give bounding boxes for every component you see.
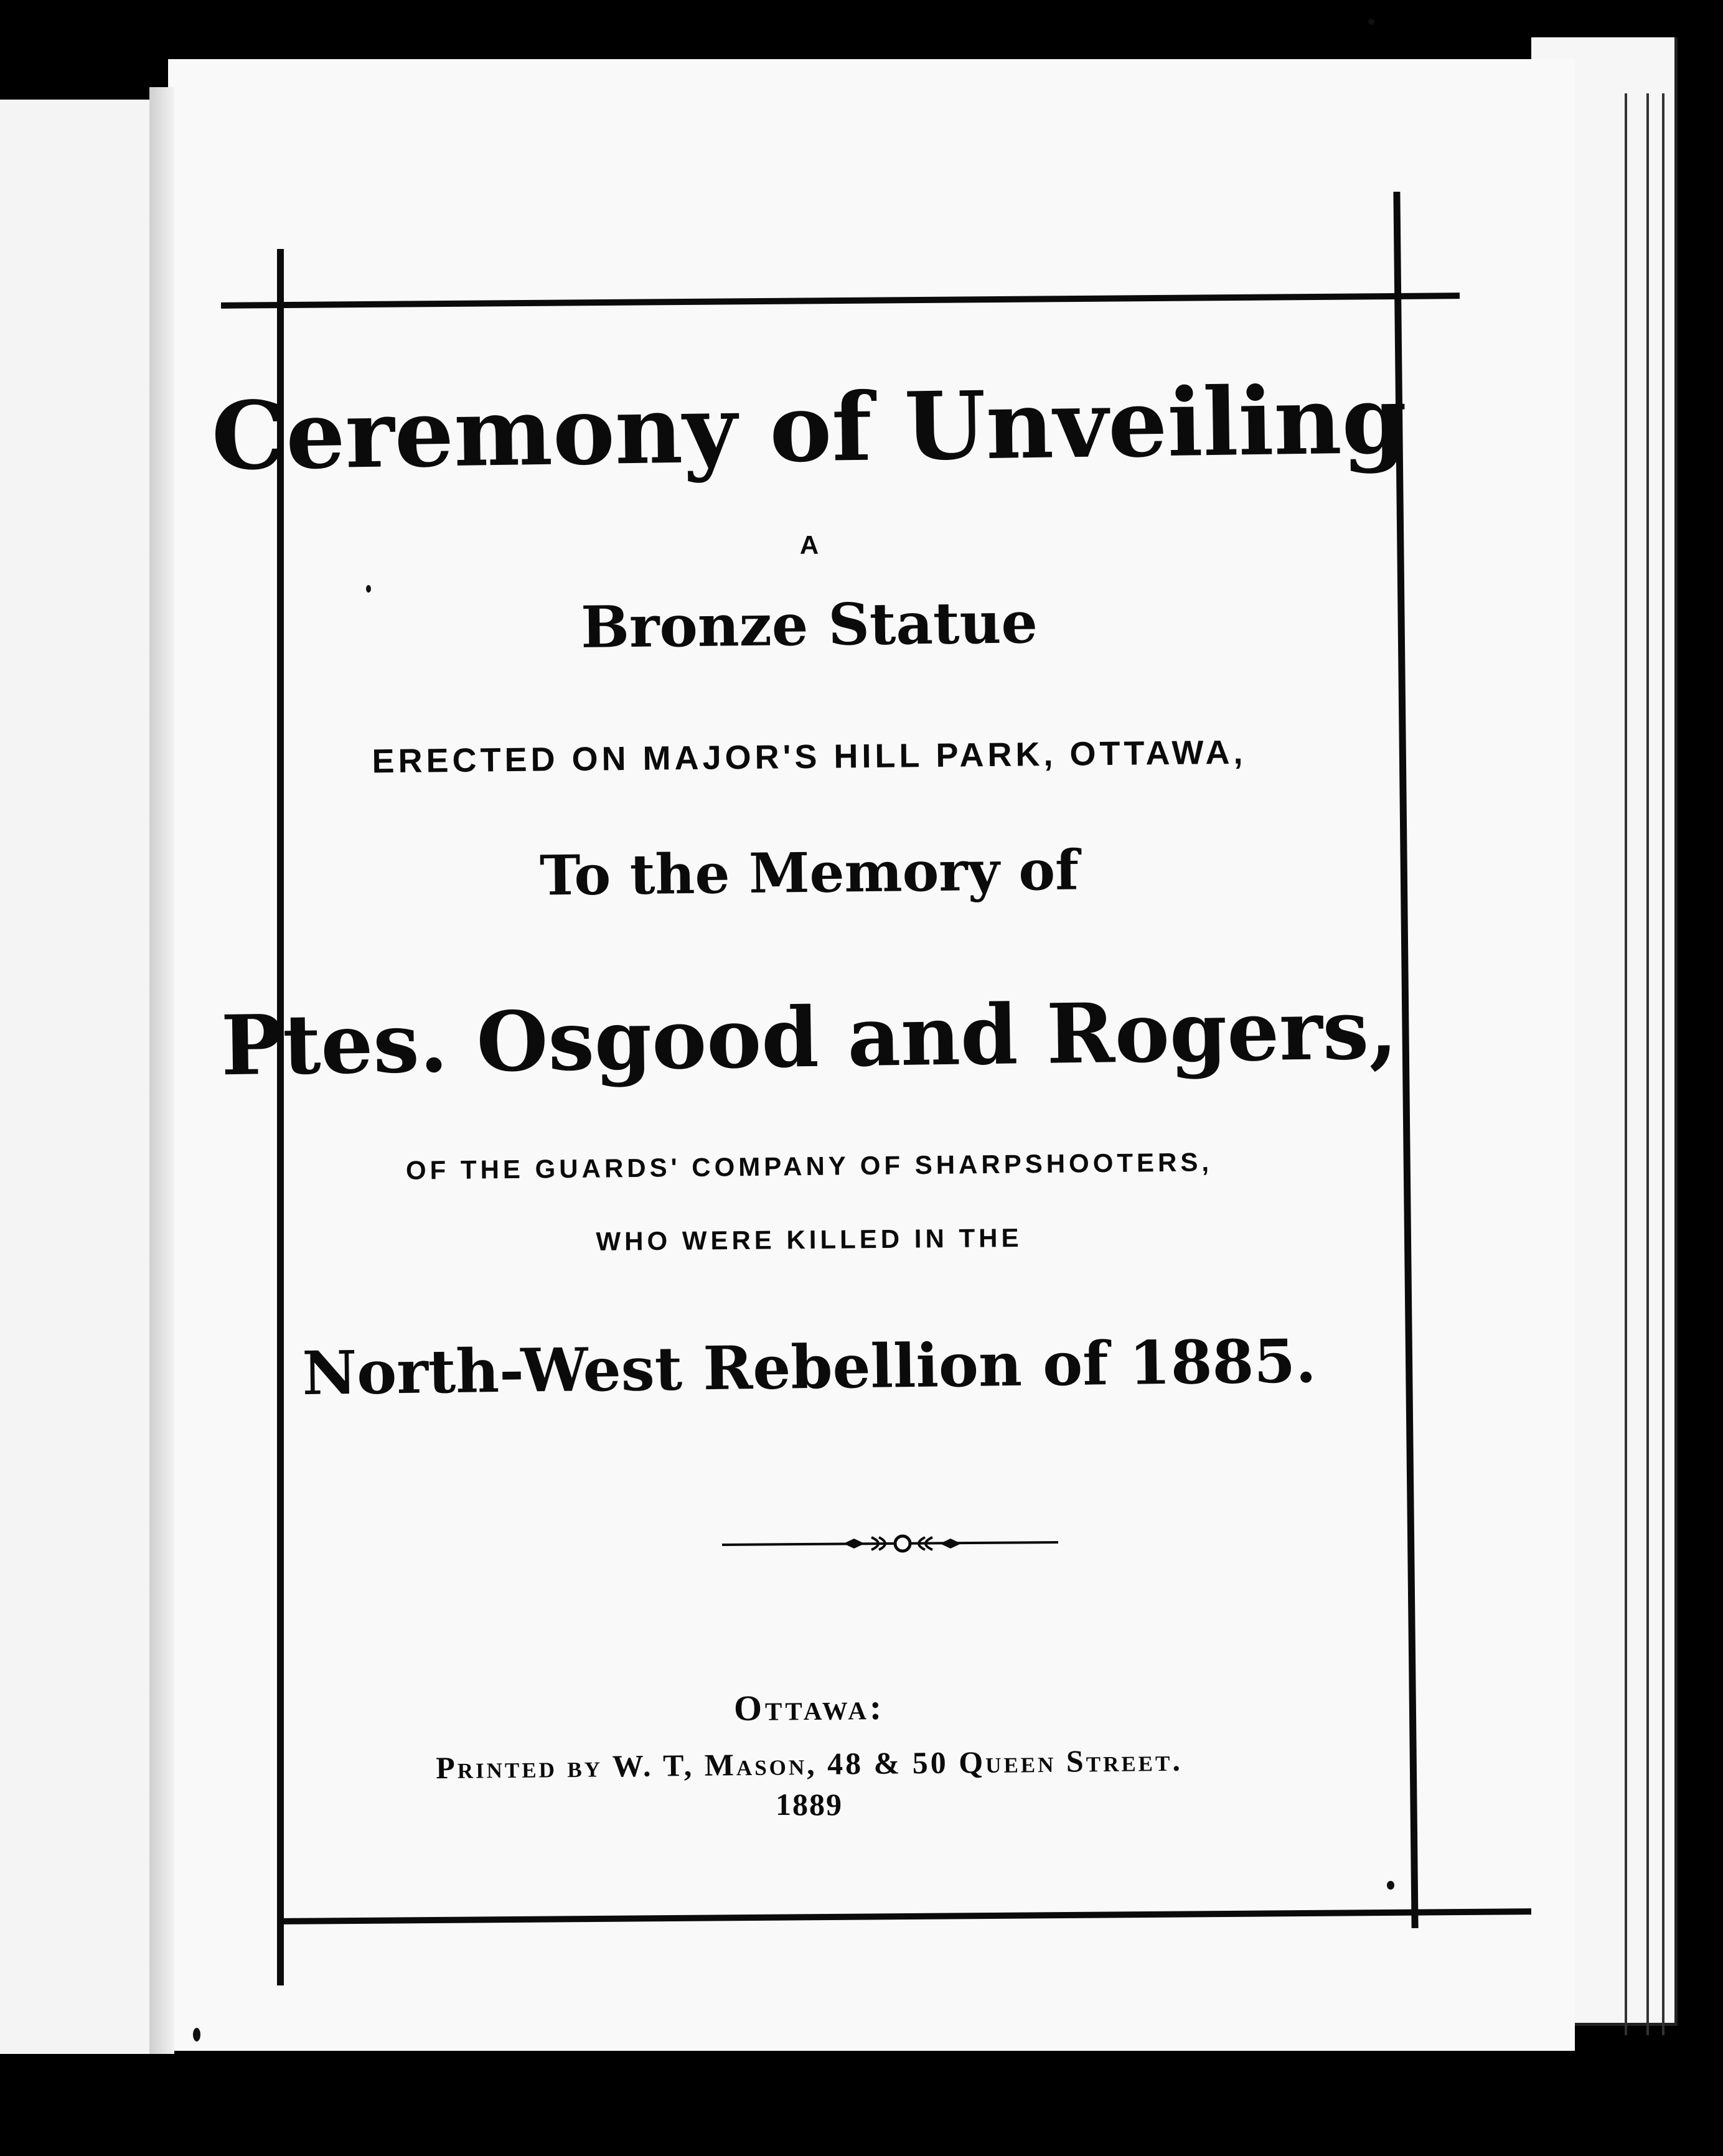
event-line: North-West Rebellion of 1885. [301, 1326, 1317, 1408]
article-a: A [799, 530, 819, 560]
frame-corner-mark [1478, 1911, 1485, 1912]
ornament-divider [722, 1531, 1058, 1556]
imprint-printer: Printed by W. T, Mason, 48 & 50 Queen Street. [435, 1742, 1183, 1786]
scan-speck [1387, 1881, 1394, 1890]
dedication-line: To the Memory of [539, 837, 1079, 908]
left-page [0, 100, 153, 2054]
imprint-city: Ottawa: [733, 1686, 885, 1729]
page-edge-line [1625, 93, 1627, 2035]
title: Ceremony of Unveiling [210, 365, 1408, 492]
location-line: ERECTED ON MAJOR'S HILL PARK, OTTAWA, [372, 733, 1247, 780]
subject: Bronze Statue [580, 589, 1038, 661]
imprint-year: 1889 [776, 1787, 843, 1822]
killed-line: WHO WERE KILLED IN THE [596, 1223, 1023, 1256]
scan-speck [366, 585, 371, 593]
company-line: OF THE GUARDS' COMPANY OF SHARPSHOOTERS, [405, 1147, 1213, 1185]
page-edge-line [1662, 93, 1664, 2035]
names-line: Ptes. Osgood and Rogers, [220, 981, 1398, 1095]
scan-speck [1368, 19, 1374, 25]
spine-shadow [149, 87, 174, 2054]
page-edge-line [1646, 93, 1649, 2035]
scan-speck [193, 2028, 200, 2041]
